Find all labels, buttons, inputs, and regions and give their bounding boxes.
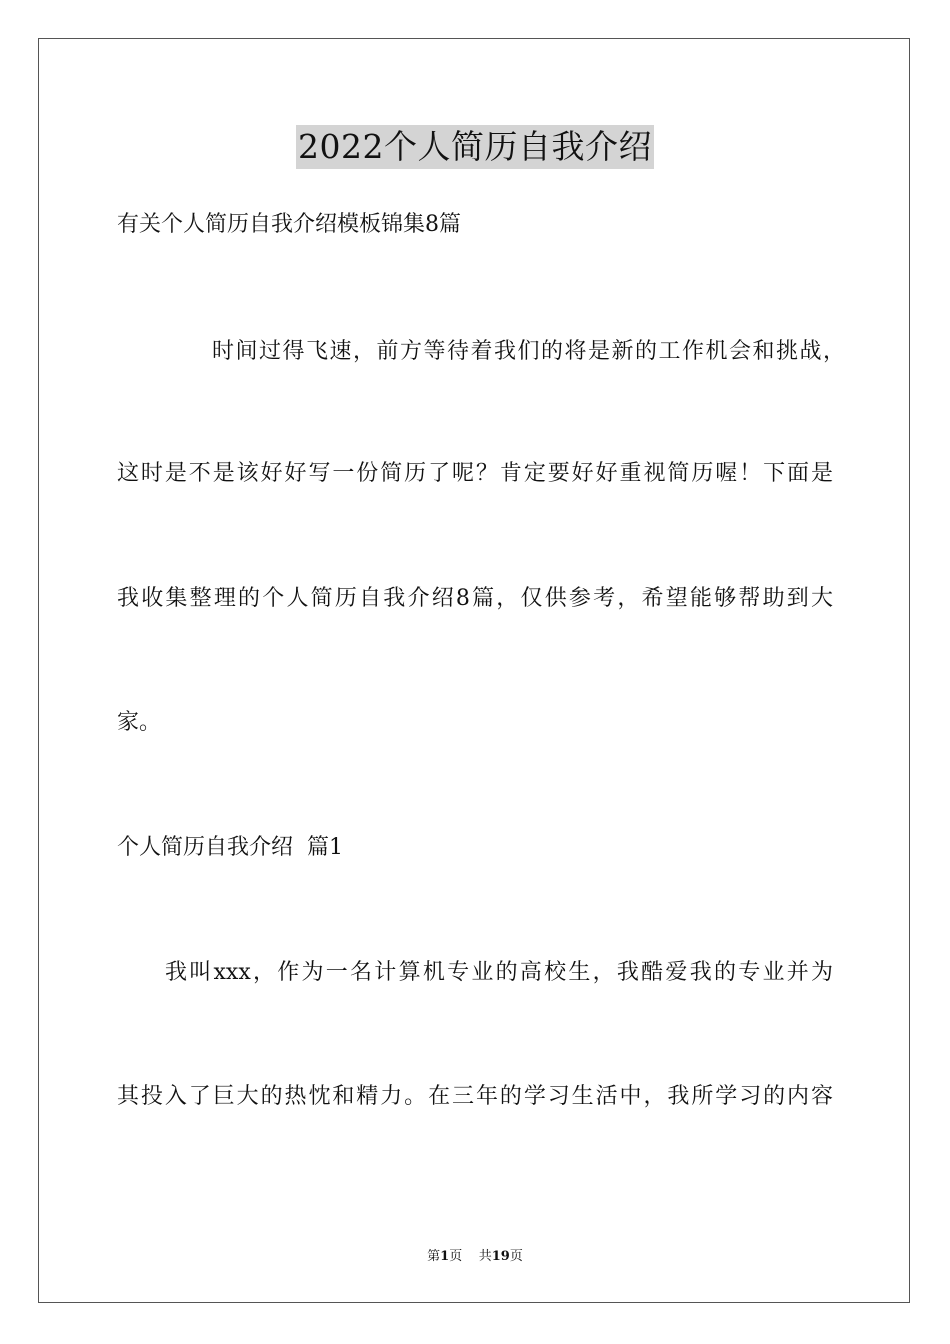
- page-footer: [0, 1248, 950, 1266]
- section-line-2: 其投入了巨大的热忱和精力。在三年的学习生活中，我所学习的内容: [117, 1084, 833, 1109]
- footer-total-prefix: 共: [478, 1249, 492, 1264]
- footer-total-pages: 19: [491, 1249, 510, 1264]
- footer-total-suffix: 页: [509, 1249, 523, 1264]
- document-subtitle: 有关个人简历自我介绍模板锦集8篇: [117, 212, 461, 237]
- section-heading: 个人简历自我介绍 篇1: [117, 835, 343, 860]
- intro-line-2: 这时是不是该好好写一份简历了呢？肯定要好好重视简历喔！下面是: [117, 461, 833, 486]
- footer-page-prefix: 第: [427, 1249, 441, 1264]
- footer-page-number: 1: [440, 1249, 450, 1264]
- footer-page-suffix: 页: [449, 1249, 463, 1264]
- section-line-1: 我叫xxx，作为一名计算机专业的高校生，我酷爱我的专业并为: [165, 960, 833, 985]
- intro-line-1: 时间过得飞速，前方等待着我们的将是新的工作机会和挑战，: [212, 339, 845, 364]
- title-wrap: [0, 125, 950, 169]
- document-title: 2022个人简历自我介绍: [296, 125, 654, 169]
- intro-line-3: 我收集整理的个人简历自我介绍8篇，仅供参考，希望能够帮助到大: [117, 586, 833, 611]
- intro-line-4: 家。: [117, 710, 162, 735]
